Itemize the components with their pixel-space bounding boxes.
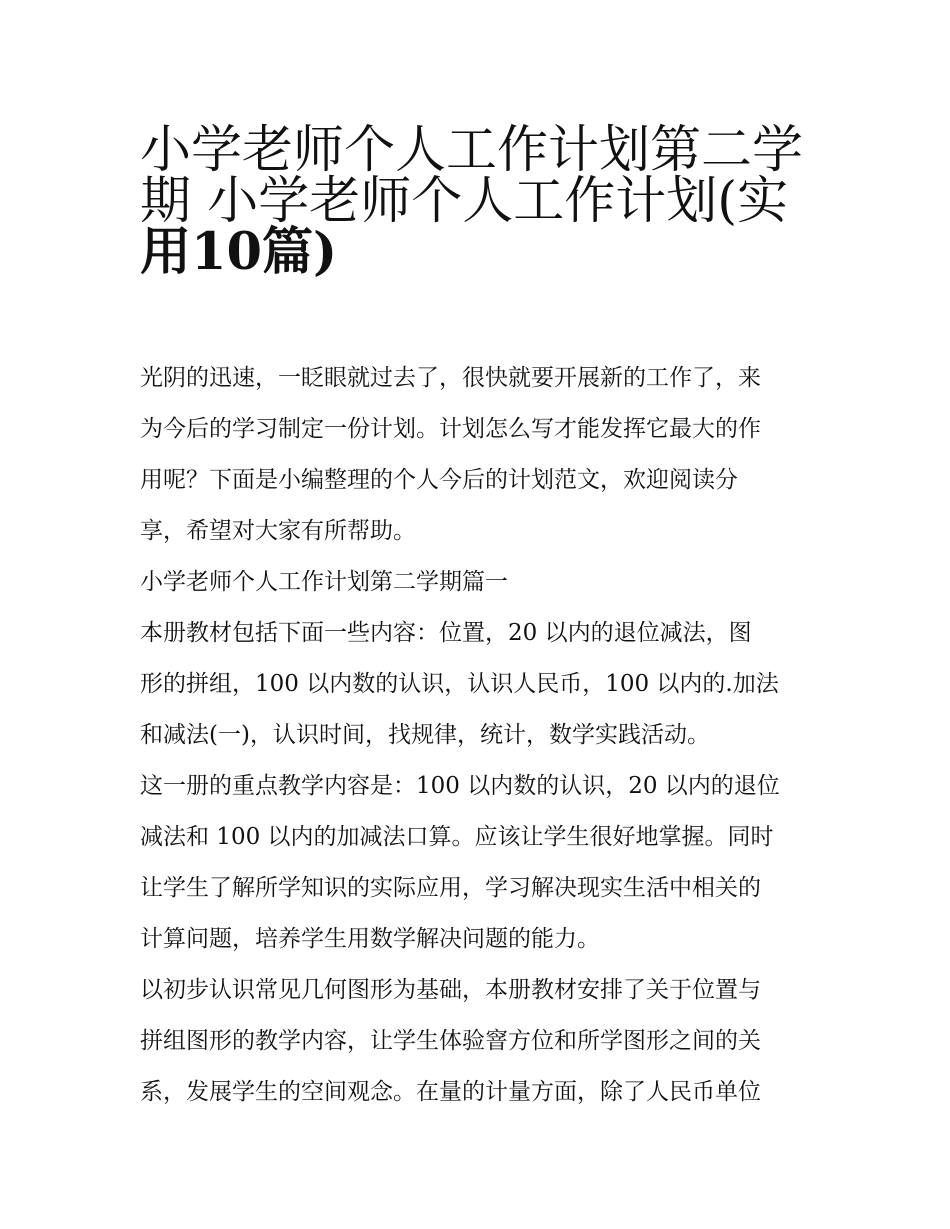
text-line: 让学生了解所学知识的实际应用，学习解决现实生活中相关的 [140, 875, 761, 901]
text-line: 这一册的重点教学内容是：100 以内数的认识，20 以内的退位 [140, 773, 780, 799]
geometry-paragraph [140, 965, 820, 1118]
content-paragraph [140, 608, 820, 761]
text-line: 用呢？下面是小编整理的个人今后的计划范文，欢迎阅读分 [140, 467, 738, 493]
text-line: 减法和 100 以内的加减法口算。应该让学生很好地掌握。同时 [140, 824, 774, 850]
document-body [140, 353, 820, 1118]
section-heading [140, 557, 820, 608]
title-line-3: 用10篇) [140, 222, 338, 282]
text-line: 以初步认识常见几何图形为基础，本册教材安排了关于位置与 [140, 977, 761, 1003]
text-line: 享，希望对大家有所帮助。 [140, 518, 416, 544]
intro-paragraph [140, 353, 820, 557]
text-line: 计算问题，培养学生用数学解决问题的能力。 [140, 926, 600, 952]
text-line: 光阴的迅速，一眨眼就过去了，很快就要开展新的工作了，来 [140, 365, 761, 391]
title-line-2: 期 小学老师个人工作计划(实 [140, 172, 789, 231]
title-line-1: 小学老师个人工作计划第二学 [140, 121, 804, 180]
text-line: 拼组图形的教学内容，让学生体验窨方位和所学图形之间的关 [140, 1028, 761, 1054]
text-line: 小学老师个人工作计划第二学期篇一 [140, 569, 508, 595]
focus-paragraph [140, 761, 820, 965]
text-line: 形的拼组，100 以内数的认识，认识人民币，100 以内的.加法 [140, 671, 779, 697]
page-title [140, 112, 820, 282]
text-line: 本册教材包括下面一些内容：位置，20 以内的退位减法，图 [140, 620, 752, 646]
text-line: 为今后的学习制定一份计划。计划怎么写才能发挥它最大的作 [140, 416, 761, 442]
text-line: 系，发展学生的空间观念。在量的计量方面，除了人民币单位 [140, 1079, 761, 1105]
text-line: 和减法(一)，认识时间，找规律，统计，数学实践活动。 [140, 722, 710, 748]
